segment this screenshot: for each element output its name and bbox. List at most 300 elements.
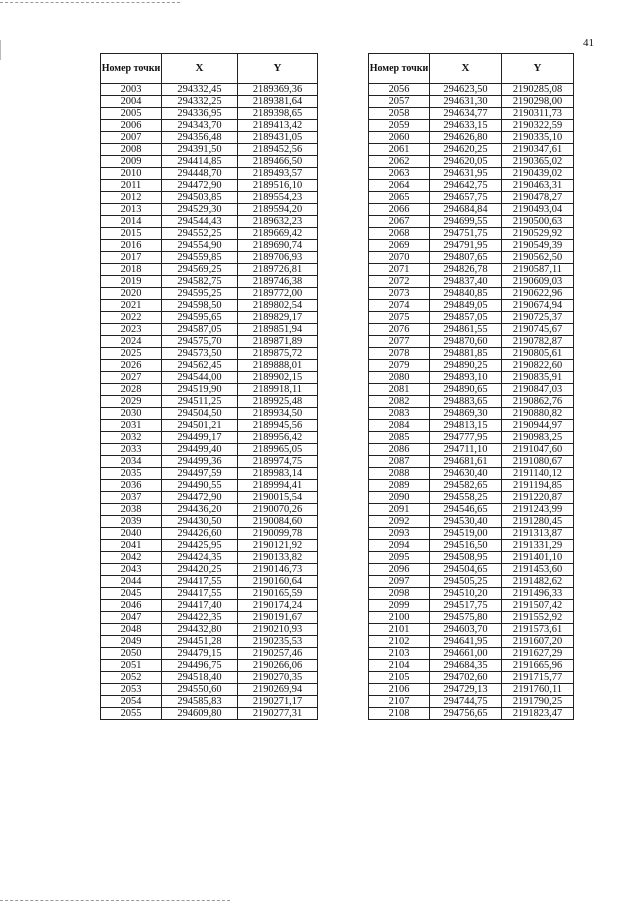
cell-x: 294569,25 bbox=[162, 264, 238, 276]
cell-x: 294641,95 bbox=[430, 636, 502, 648]
cell-point-number: 2074 bbox=[369, 300, 430, 312]
cell-x: 294417,40 bbox=[162, 600, 238, 612]
table-row bbox=[101, 432, 318, 444]
cell-y: 2190311,73 bbox=[502, 108, 574, 120]
cell-y: 2189466,50 bbox=[238, 156, 318, 168]
cell-y: 2190782,87 bbox=[502, 336, 574, 348]
table-row bbox=[369, 228, 574, 240]
cell-x: 294554,90 bbox=[162, 240, 238, 252]
cell-y: 2190285,08 bbox=[502, 84, 574, 96]
cell-y: 2190745,67 bbox=[502, 324, 574, 336]
cell-x: 294684,35 bbox=[430, 660, 502, 672]
table-row bbox=[101, 696, 318, 708]
cell-y: 2191507,42 bbox=[502, 600, 574, 612]
table-row bbox=[369, 240, 574, 252]
cell-point-number: 2020 bbox=[101, 288, 162, 300]
table-row bbox=[369, 684, 574, 696]
table-row bbox=[101, 636, 318, 648]
table-row bbox=[369, 516, 574, 528]
table-row bbox=[369, 288, 574, 300]
table-row bbox=[101, 228, 318, 240]
cell-y: 2189726,81 bbox=[238, 264, 318, 276]
cell-y: 2190270,35 bbox=[238, 672, 318, 684]
table-row bbox=[101, 624, 318, 636]
cell-x: 294631,30 bbox=[430, 96, 502, 108]
cell-y: 2189413,42 bbox=[238, 120, 318, 132]
cell-y: 2190191,67 bbox=[238, 612, 318, 624]
cell-point-number: 2022 bbox=[101, 312, 162, 324]
cell-y: 2190862,76 bbox=[502, 396, 574, 408]
cell-point-number: 2106 bbox=[369, 684, 430, 696]
table-row bbox=[369, 120, 574, 132]
cell-y: 2190269,94 bbox=[238, 684, 318, 696]
cell-point-number: 2040 bbox=[101, 528, 162, 540]
cell-x: 294861,55 bbox=[430, 324, 502, 336]
cell-point-number: 2010 bbox=[101, 168, 162, 180]
table-row bbox=[369, 96, 574, 108]
table-row bbox=[369, 168, 574, 180]
cell-y: 2189956,42 bbox=[238, 432, 318, 444]
table-row bbox=[101, 240, 318, 252]
cell-y: 2190365,02 bbox=[502, 156, 574, 168]
cell-x: 294826,78 bbox=[430, 264, 502, 276]
header-point-number: Номер точки bbox=[101, 54, 162, 84]
cell-point-number: 2087 bbox=[369, 456, 430, 468]
table-row bbox=[369, 480, 574, 492]
cell-y: 2190822,60 bbox=[502, 360, 574, 372]
cell-x: 294681,61 bbox=[430, 456, 502, 468]
cell-point-number: 2030 bbox=[101, 408, 162, 420]
cell-x: 294849,05 bbox=[430, 300, 502, 312]
cell-point-number: 2086 bbox=[369, 444, 430, 456]
cell-x: 294505,25 bbox=[430, 576, 502, 588]
cell-x: 294657,75 bbox=[430, 192, 502, 204]
header-point-number: Номер точки bbox=[369, 54, 430, 84]
table-row bbox=[101, 276, 318, 288]
table-row bbox=[369, 564, 574, 576]
cell-x: 294603,70 bbox=[430, 624, 502, 636]
cell-x: 294511,25 bbox=[162, 396, 238, 408]
cell-y: 2190478,27 bbox=[502, 192, 574, 204]
cell-x: 294729,13 bbox=[430, 684, 502, 696]
cell-point-number: 2033 bbox=[101, 444, 162, 456]
cell-x: 294432,80 bbox=[162, 624, 238, 636]
cell-x: 294702,60 bbox=[430, 672, 502, 684]
cell-x: 294518,40 bbox=[162, 672, 238, 684]
cell-point-number: 2007 bbox=[101, 132, 162, 144]
table-row bbox=[101, 612, 318, 624]
table-row bbox=[369, 432, 574, 444]
cell-y: 2190847,03 bbox=[502, 384, 574, 396]
cell-y: 2190277,31 bbox=[238, 708, 318, 720]
table-row bbox=[369, 504, 574, 516]
cell-y: 2189925,48 bbox=[238, 396, 318, 408]
cell-x: 294661,00 bbox=[430, 648, 502, 660]
cell-x: 294516,50 bbox=[430, 540, 502, 552]
table-row bbox=[369, 372, 574, 384]
table-row bbox=[101, 120, 318, 132]
table-row bbox=[101, 384, 318, 396]
table-row bbox=[101, 204, 318, 216]
table-row bbox=[369, 528, 574, 540]
cell-point-number: 2011 bbox=[101, 180, 162, 192]
cell-y: 2191047,60 bbox=[502, 444, 574, 456]
cell-y: 2190165,59 bbox=[238, 588, 318, 600]
cell-x: 294626,80 bbox=[430, 132, 502, 144]
cell-point-number: 2058 bbox=[369, 108, 430, 120]
cell-x: 294751,75 bbox=[430, 228, 502, 240]
cell-x: 294552,25 bbox=[162, 228, 238, 240]
cell-x: 294414,85 bbox=[162, 156, 238, 168]
cell-point-number: 2108 bbox=[369, 708, 430, 720]
cell-point-number: 2066 bbox=[369, 204, 430, 216]
cell-point-number: 2026 bbox=[101, 360, 162, 372]
cell-y: 2189945,56 bbox=[238, 420, 318, 432]
table-row bbox=[101, 480, 318, 492]
cell-x: 294391,50 bbox=[162, 144, 238, 156]
cell-y: 2191607,20 bbox=[502, 636, 574, 648]
table-row bbox=[101, 216, 318, 228]
cell-x: 294499,17 bbox=[162, 432, 238, 444]
cell-y: 2189802,54 bbox=[238, 300, 318, 312]
table-row bbox=[369, 420, 574, 432]
cell-x: 294332,45 bbox=[162, 84, 238, 96]
table-row bbox=[369, 108, 574, 120]
cell-y: 2191552,92 bbox=[502, 612, 574, 624]
cell-y: 2191243,99 bbox=[502, 504, 574, 516]
table-row bbox=[101, 252, 318, 264]
table-row bbox=[369, 156, 574, 168]
cell-x: 294436,20 bbox=[162, 504, 238, 516]
cell-x: 294425,95 bbox=[162, 540, 238, 552]
cell-y: 2189369,36 bbox=[238, 84, 318, 96]
cell-point-number: 2100 bbox=[369, 612, 430, 624]
cell-point-number: 2104 bbox=[369, 660, 430, 672]
cell-y: 2189594,20 bbox=[238, 204, 318, 216]
cell-y: 2189934,50 bbox=[238, 408, 318, 420]
cell-y: 2190500,63 bbox=[502, 216, 574, 228]
cell-y: 2191080,67 bbox=[502, 456, 574, 468]
cell-y: 2189632,23 bbox=[238, 216, 318, 228]
cell-x: 294633,15 bbox=[430, 120, 502, 132]
cell-point-number: 2043 bbox=[101, 564, 162, 576]
cell-point-number: 2048 bbox=[101, 624, 162, 636]
table-row bbox=[369, 648, 574, 660]
cell-point-number: 2017 bbox=[101, 252, 162, 264]
cell-point-number: 2096 bbox=[369, 564, 430, 576]
cell-y: 2190160,64 bbox=[238, 576, 318, 588]
coordinates-table-left bbox=[100, 53, 318, 720]
table-row bbox=[101, 396, 318, 408]
cell-x: 294837,40 bbox=[430, 276, 502, 288]
cell-point-number: 2013 bbox=[101, 204, 162, 216]
cell-x: 294756,65 bbox=[430, 708, 502, 720]
cell-x: 294490,55 bbox=[162, 480, 238, 492]
cell-point-number: 2036 bbox=[101, 480, 162, 492]
cell-x: 294562,45 bbox=[162, 360, 238, 372]
cell-x: 294343,70 bbox=[162, 120, 238, 132]
cell-point-number: 2061 bbox=[369, 144, 430, 156]
cell-y: 2189690,74 bbox=[238, 240, 318, 252]
cell-x: 294497,59 bbox=[162, 468, 238, 480]
cell-point-number: 2045 bbox=[101, 588, 162, 600]
cell-x: 294575,70 bbox=[162, 336, 238, 348]
cell-y: 2190529,92 bbox=[502, 228, 574, 240]
table-row bbox=[369, 600, 574, 612]
cell-y: 2191665,96 bbox=[502, 660, 574, 672]
cell-point-number: 2051 bbox=[101, 660, 162, 672]
cell-x: 294881,85 bbox=[430, 348, 502, 360]
cell-point-number: 2070 bbox=[369, 252, 430, 264]
cell-point-number: 2035 bbox=[101, 468, 162, 480]
table-row bbox=[369, 672, 574, 684]
cell-point-number: 2082 bbox=[369, 396, 430, 408]
cell-x: 294595,25 bbox=[162, 288, 238, 300]
cell-point-number: 2069 bbox=[369, 240, 430, 252]
cell-x: 294550,60 bbox=[162, 684, 238, 696]
table-header-row bbox=[369, 54, 574, 84]
table-row bbox=[101, 684, 318, 696]
cell-x: 294499,40 bbox=[162, 444, 238, 456]
table-row bbox=[369, 696, 574, 708]
cell-y: 2189888,01 bbox=[238, 360, 318, 372]
cell-x: 294890,25 bbox=[430, 360, 502, 372]
cell-y: 2191140,12 bbox=[502, 468, 574, 480]
cell-y: 2190439,02 bbox=[502, 168, 574, 180]
cell-y: 2190347,61 bbox=[502, 144, 574, 156]
table-row bbox=[101, 192, 318, 204]
cell-x: 294585,83 bbox=[162, 696, 238, 708]
cell-y: 2190070,26 bbox=[238, 504, 318, 516]
cell-y: 2189669,42 bbox=[238, 228, 318, 240]
scan-edge-mark bbox=[0, 40, 4, 60]
cell-y: 2189875,72 bbox=[238, 348, 318, 360]
table-row bbox=[369, 336, 574, 348]
cell-y: 2189554,23 bbox=[238, 192, 318, 204]
cell-y: 2191194,85 bbox=[502, 480, 574, 492]
cell-point-number: 2055 bbox=[101, 708, 162, 720]
cell-x: 294508,95 bbox=[430, 552, 502, 564]
table-row bbox=[101, 408, 318, 420]
cell-x: 294336,95 bbox=[162, 108, 238, 120]
cell-point-number: 2015 bbox=[101, 228, 162, 240]
cell-point-number: 2050 bbox=[101, 648, 162, 660]
table-row bbox=[369, 276, 574, 288]
cell-point-number: 2083 bbox=[369, 408, 430, 420]
cell-point-number: 2078 bbox=[369, 348, 430, 360]
table-row bbox=[369, 216, 574, 228]
table-row bbox=[101, 564, 318, 576]
table-row bbox=[369, 588, 574, 600]
table-row bbox=[101, 84, 318, 96]
cell-x: 294620,25 bbox=[430, 144, 502, 156]
cell-x: 294451,28 bbox=[162, 636, 238, 648]
table-row bbox=[101, 528, 318, 540]
cell-y: 2190493,04 bbox=[502, 204, 574, 216]
cell-y: 2189381,64 bbox=[238, 96, 318, 108]
cell-point-number: 2012 bbox=[101, 192, 162, 204]
cell-x: 294504,65 bbox=[430, 564, 502, 576]
cell-x: 294546,65 bbox=[430, 504, 502, 516]
table-row bbox=[101, 108, 318, 120]
table-row bbox=[101, 516, 318, 528]
table-row bbox=[101, 96, 318, 108]
cell-point-number: 2073 bbox=[369, 288, 430, 300]
cell-y: 2190121,92 bbox=[238, 540, 318, 552]
cell-point-number: 2039 bbox=[101, 516, 162, 528]
cell-y: 2190210,93 bbox=[238, 624, 318, 636]
cell-point-number: 2079 bbox=[369, 360, 430, 372]
cell-point-number: 2088 bbox=[369, 468, 430, 480]
cell-y: 2190835,91 bbox=[502, 372, 574, 384]
cell-x: 294504,50 bbox=[162, 408, 238, 420]
cell-x: 294496,75 bbox=[162, 660, 238, 672]
cell-x: 294559,85 bbox=[162, 252, 238, 264]
cell-x: 294510,20 bbox=[430, 588, 502, 600]
table-row bbox=[369, 252, 574, 264]
cell-y: 2189829,17 bbox=[238, 312, 318, 324]
cell-point-number: 2046 bbox=[101, 600, 162, 612]
cell-point-number: 2076 bbox=[369, 324, 430, 336]
cell-y: 2190335,10 bbox=[502, 132, 574, 144]
cell-y: 2189772,00 bbox=[238, 288, 318, 300]
cell-point-number: 2027 bbox=[101, 372, 162, 384]
cell-point-number: 2005 bbox=[101, 108, 162, 120]
table-row bbox=[101, 132, 318, 144]
table-row bbox=[369, 492, 574, 504]
cell-point-number: 2059 bbox=[369, 120, 430, 132]
table-row bbox=[101, 468, 318, 480]
table-row bbox=[101, 552, 318, 564]
cell-point-number: 2053 bbox=[101, 684, 162, 696]
cell-point-number: 2075 bbox=[369, 312, 430, 324]
cell-point-number: 2034 bbox=[101, 456, 162, 468]
header-y: Y bbox=[238, 54, 318, 84]
cell-x: 294332,25 bbox=[162, 96, 238, 108]
table-row bbox=[369, 84, 574, 96]
cell-point-number: 2024 bbox=[101, 336, 162, 348]
cell-point-number: 2094 bbox=[369, 540, 430, 552]
cell-x: 294356,48 bbox=[162, 132, 238, 144]
cell-x: 294623,50 bbox=[430, 84, 502, 96]
table-row bbox=[101, 504, 318, 516]
table-row bbox=[101, 336, 318, 348]
cell-point-number: 2090 bbox=[369, 492, 430, 504]
table-row bbox=[101, 264, 318, 276]
cell-y: 2189493,57 bbox=[238, 168, 318, 180]
cell-y: 2189452,56 bbox=[238, 144, 318, 156]
cell-y: 2190983,25 bbox=[502, 432, 574, 444]
table-row bbox=[101, 540, 318, 552]
cell-point-number: 2089 bbox=[369, 480, 430, 492]
cell-y: 2191401,10 bbox=[502, 552, 574, 564]
cell-x: 294558,25 bbox=[430, 492, 502, 504]
table-row bbox=[369, 540, 574, 552]
cell-y: 2190322,59 bbox=[502, 120, 574, 132]
cell-y: 2190257,46 bbox=[238, 648, 318, 660]
cell-x: 294519,00 bbox=[430, 528, 502, 540]
cell-x: 294422,35 bbox=[162, 612, 238, 624]
cell-point-number: 2016 bbox=[101, 240, 162, 252]
cell-point-number: 2004 bbox=[101, 96, 162, 108]
table-row bbox=[101, 156, 318, 168]
cell-point-number: 2099 bbox=[369, 600, 430, 612]
cell-point-number: 2060 bbox=[369, 132, 430, 144]
table-row bbox=[369, 324, 574, 336]
cell-y: 2189851,94 bbox=[238, 324, 318, 336]
cell-point-number: 2064 bbox=[369, 180, 430, 192]
table-row bbox=[101, 708, 318, 720]
cell-point-number: 2102 bbox=[369, 636, 430, 648]
table-row bbox=[369, 660, 574, 672]
cell-point-number: 2041 bbox=[101, 540, 162, 552]
table-row bbox=[369, 396, 574, 408]
cell-point-number: 2049 bbox=[101, 636, 162, 648]
cell-y: 2190622,96 bbox=[502, 288, 574, 300]
cell-y: 2189706,93 bbox=[238, 252, 318, 264]
cell-point-number: 2037 bbox=[101, 492, 162, 504]
table-row bbox=[101, 372, 318, 384]
cell-x: 294630,40 bbox=[430, 468, 502, 480]
cell-point-number: 2029 bbox=[101, 396, 162, 408]
cell-x: 294684,84 bbox=[430, 204, 502, 216]
cell-y: 2191715,77 bbox=[502, 672, 574, 684]
cell-y: 2190133,82 bbox=[238, 552, 318, 564]
cell-y: 2190587,11 bbox=[502, 264, 574, 276]
cell-y: 2191627,29 bbox=[502, 648, 574, 660]
cell-y: 2189516,10 bbox=[238, 180, 318, 192]
cell-point-number: 2028 bbox=[101, 384, 162, 396]
cell-y: 2191573,61 bbox=[502, 624, 574, 636]
cell-point-number: 2023 bbox=[101, 324, 162, 336]
scan-top-rule bbox=[0, 2, 180, 3]
table-row bbox=[369, 300, 574, 312]
cell-point-number: 2067 bbox=[369, 216, 430, 228]
cell-y: 2189398,65 bbox=[238, 108, 318, 120]
table-row bbox=[101, 348, 318, 360]
cell-x: 294472,90 bbox=[162, 180, 238, 192]
table-row bbox=[369, 180, 574, 192]
cell-point-number: 2103 bbox=[369, 648, 430, 660]
table-row bbox=[101, 444, 318, 456]
table-row bbox=[369, 624, 574, 636]
cell-x: 294426,60 bbox=[162, 528, 238, 540]
cell-y: 2189983,14 bbox=[238, 468, 318, 480]
table-row bbox=[369, 264, 574, 276]
cell-point-number: 2031 bbox=[101, 420, 162, 432]
cell-point-number: 2009 bbox=[101, 156, 162, 168]
cell-y: 2190235,53 bbox=[238, 636, 318, 648]
cell-y: 2190549,39 bbox=[502, 240, 574, 252]
cell-point-number: 2080 bbox=[369, 372, 430, 384]
cell-point-number: 2038 bbox=[101, 504, 162, 516]
table-row bbox=[101, 648, 318, 660]
table-row bbox=[101, 288, 318, 300]
header-y: Y bbox=[502, 54, 574, 84]
cell-x: 294430,50 bbox=[162, 516, 238, 528]
table-row bbox=[101, 420, 318, 432]
cell-point-number: 2019 bbox=[101, 276, 162, 288]
cell-point-number: 2006 bbox=[101, 120, 162, 132]
cell-y: 2189974,75 bbox=[238, 456, 318, 468]
table-row bbox=[101, 324, 318, 336]
cell-y: 2191313,87 bbox=[502, 528, 574, 540]
cell-point-number: 2097 bbox=[369, 576, 430, 588]
cell-point-number: 2018 bbox=[101, 264, 162, 276]
table-row bbox=[101, 492, 318, 504]
table-row bbox=[369, 144, 574, 156]
coordinates-table-right bbox=[368, 53, 574, 720]
